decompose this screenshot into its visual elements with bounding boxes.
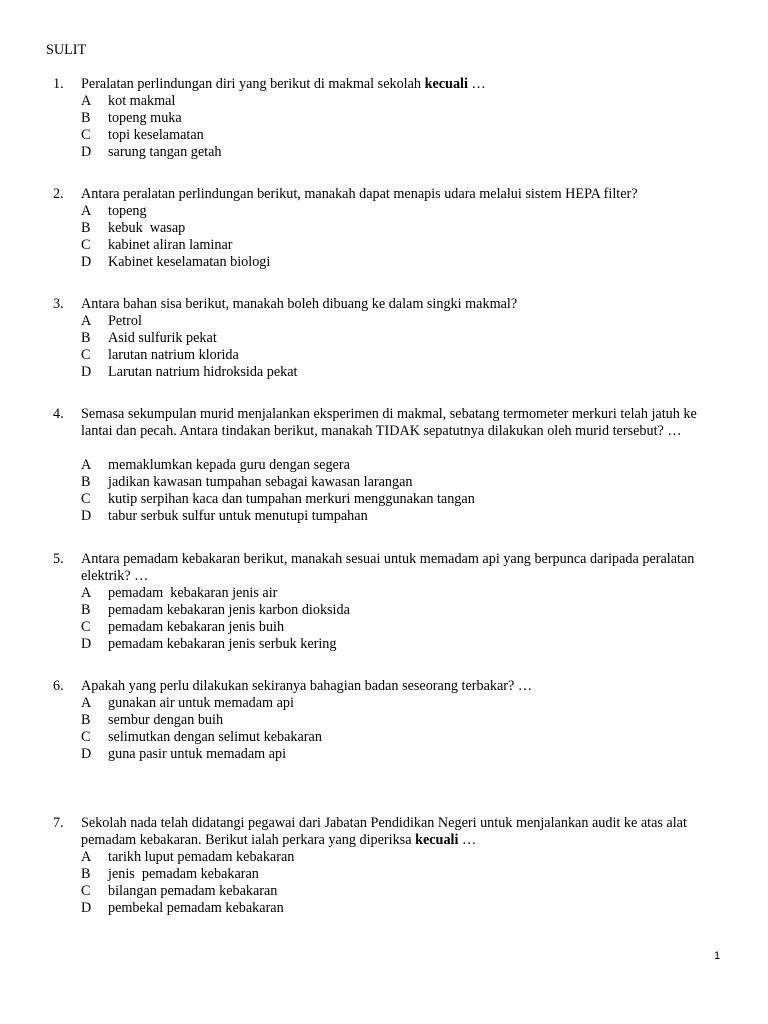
answer-options (81, 93, 721, 161)
option-b: B jadikan kawasan tumpahan sebagai kawasan larangan (81, 474, 413, 490)
option-d: D Kabinet keselamatan biologi (81, 254, 271, 270)
question-number: 7. (53, 815, 64, 831)
answer-options (81, 695, 721, 763)
option-b: B sembur dengan buih (81, 712, 224, 728)
question-text: Sekolah nada telah didatangi pegawai dari Jabatan Pendidikan Negeri untuk menjalankan audit ke atas alat pemadam kebakaran. Berikut ialah perkara yang diperiksa kecuali … (81, 815, 687, 848)
option-b: B kebuk wasap (81, 220, 186, 236)
answer-options (81, 585, 721, 653)
classification-label: SULIT (46, 42, 87, 58)
question-text: Antara pemadam kebakaran berikut, manakah sesuai untuk memadam api yang berpunca daripada peralatan elektrik? … (81, 551, 695, 584)
option-d: D tabur serbuk sulfur untuk menutupi tumpahan (81, 508, 368, 524)
option-b: B pemadam kebakaran jenis karbon dioksida (81, 602, 350, 618)
question-text: Apakah yang perlu dilakukan sekiranya bahagian badan seseorang terbakar? … (81, 678, 533, 694)
option-a: A Petrol (81, 313, 142, 329)
option-c: C topi keselamatan (81, 127, 204, 143)
option-b: B Asid sulfurik pekat (81, 330, 217, 346)
page-number: 1 (714, 950, 721, 962)
option-b: B jenis pemadam kebakaran (81, 866, 259, 882)
question-number: 3. (53, 296, 64, 312)
question-number: 1. (53, 76, 64, 92)
answer-options (81, 203, 721, 271)
option-d: D sarung tangan getah (81, 144, 222, 160)
option-c: C larutan natrium klorida (81, 347, 239, 363)
option-a: A kot makmal (81, 93, 176, 109)
option-d: D guna pasir untuk memadam api (81, 746, 287, 762)
question-text: Antara peralatan perlindungan berikut, manakah dapat menapis udara melalui sistem HEPA filter? (81, 186, 638, 202)
emphasis-keyword: kecuali (424, 76, 468, 92)
question-number: 4. (53, 406, 64, 422)
option-a: A topeng (81, 203, 147, 219)
option-b: B topeng muka (81, 110, 182, 126)
option-c: C pemadam kebakaran jenis buih (81, 619, 285, 635)
option-d: D Larutan natrium hidroksida pekat (81, 364, 298, 380)
question-text: Peralatan perlindungan diri yang berikut di makmal sekolah kecuali … (81, 76, 486, 92)
answer-options (81, 457, 721, 525)
option-c: C bilangan pemadam kebakaran (81, 883, 278, 899)
question-number: 2. (53, 186, 64, 202)
question-text: Semasa sekumpulan murid menjalankan eksperimen di makmal, sebatang termometer merkuri telah jatuh ke lantai dan pecah. Antara tindakan berikut, manakah TIDAK sepatutnya dilakukan oleh murid tersebut? … (81, 406, 697, 439)
option-d: D pembekal pemadam kebakaran (81, 900, 284, 916)
option-c: C selimutkan dengan selimut kebakaran (81, 729, 322, 745)
question-number: 5. (53, 551, 64, 567)
question-number: 6. (53, 678, 64, 694)
option-a: A pemadam kebakaran jenis air (81, 585, 278, 601)
option-a: A memaklumkan kepada guru dengan segera (81, 457, 350, 473)
emphasis-keyword: kecuali (415, 832, 459, 848)
option-d: D pemadam kebakaran jenis serbuk kering (81, 636, 337, 652)
option-a: A gunakan air untuk memadam api (81, 695, 294, 711)
answer-options (81, 849, 721, 917)
option-c: C kutip serpihan kaca dan tumpahan merkuri menggunakan tangan (81, 491, 475, 507)
question-text: Antara bahan sisa berikut, manakah boleh dibuang ke dalam singki makmal? (81, 296, 518, 312)
option-c: C kabinet aliran laminar (81, 237, 233, 253)
answer-options (81, 313, 721, 381)
option-a: A tarikh luput pemadam kebakaran (81, 849, 295, 865)
